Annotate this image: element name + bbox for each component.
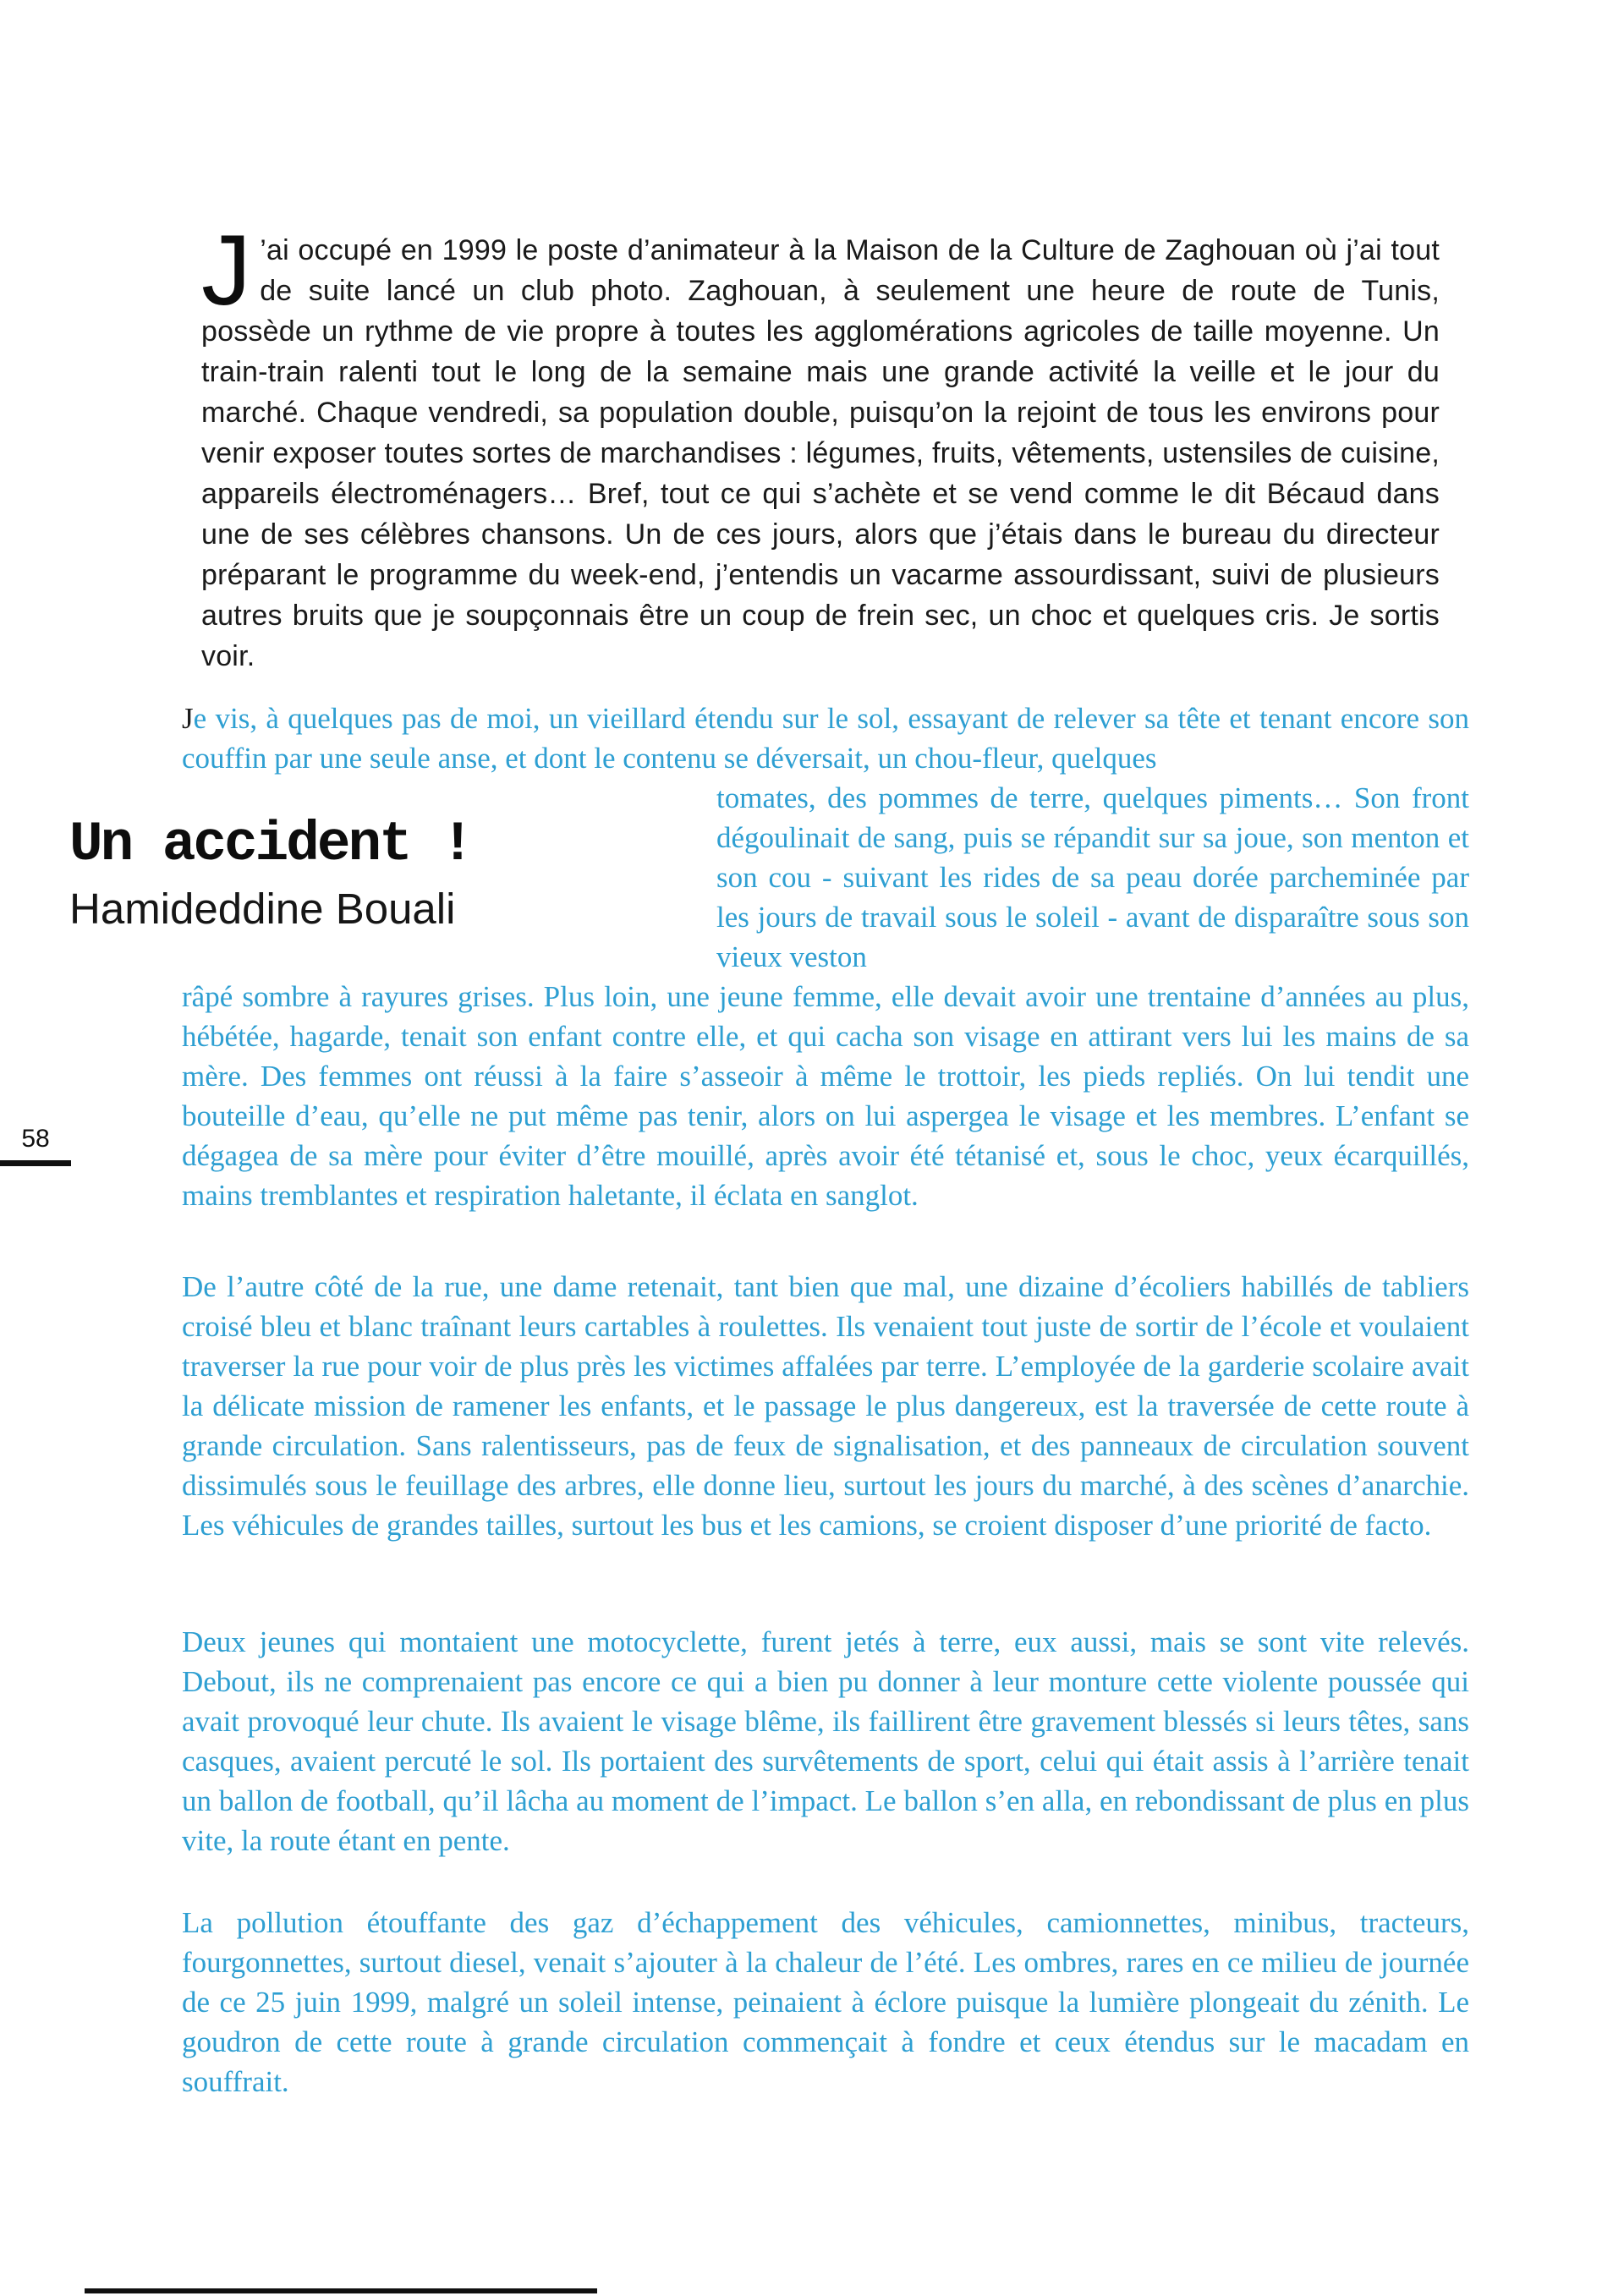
body-paragraph-1 [69,699,1469,1215]
intro-drop-cap: J [201,215,252,326]
article-author: Hamideddine Bouali [69,885,456,933]
page-number: 58 [0,1125,71,1166]
paragraph-1-top-text: e vis, à quelques pas de moi, un vieillard étendu sur le sol, essayant de relever sa tête et tenant encore son couffin par une seule anse, et dont le contenu se déversait, un chou-fleur, quelques [182,702,1469,775]
article-title: Un accident ! [69,813,472,876]
intro-paragraph [201,215,1440,677]
paragraph-1-top [182,699,1469,778]
paragraph-1-initial: J [182,702,194,735]
bottom-rule [85,2288,597,2293]
paragraph-1-wrapped-text: tomates, des pommes de terre, quelques piments… Son front dégoulinait de sang, puis se répandit sur sa joue, son menton et son cou - suivant les rides de sa peau dorée parcheminée par les jours de travail sous le soleil - avant de disparaître sous son vieux veston [716,781,1469,973]
body-paragraph-4: La pollution étouffante des gaz d’échappement des véhicules, camionnettes, minibus, tracteurs, fourgonnettes, surtout diesel, venait s’ajouter à la chaleur de l’été. Les ombres, rares en ce milieu de journée de ce 25 juin 1999, malgré un soleil intense, peinaient à éclore puisque la lumière plongeait du zénith. Le goudron de cette route à grande circulation commençait à fondre et ceux étendus sur le macadam en souffrait. [182,1906,1469,2098]
paragraph-1-bottom-text: râpé sombre à rayures grises. Plus loin, une jeune femme, elle devait avoir une trentaine d’années au plus, hébétée, hagarde, tenait son enfant contre elle, et qui cacha son visage en attirant vers lui les mains de sa mère. Des femmes ont réussi à la faire s’asseoir à même le trottoir, les pieds repliés. On lui tendit une bouteille d’eau, qu’elle ne put même pas tenir, alors on lui aspergea le visage et les membres. L’enfant se dégagea de sa mère pour éviter d’être mouillé, après avoir été tétanisé et, sous le choc, yeux écarquillés, mains tremblantes et respiration haletante, il éclata en sanglot. [182,980,1469,1212]
body-paragraph-3: Deux jeunes qui montaient une motocyclette, furent jetés à terre, eux aussi, mais se sont vite relevés. Debout, ils ne comprenaient pas encore ce qui a bien pu donner à leur monture cette violente poussée qui avait provoqué leur chute. Ils avaient le visage blême, ils faillirent être gravement blessés si leurs têtes, sans casques, avaient percuté le sol. Ils portaient des survêtements de sport, celui qui était assis à l’arrière tenait un ballon de football, qu’il lâcha au moment de l’impact. Le ballon s’en alla, en rebondissant de plus en plus vite, la route étant en pente. [182,1625,1469,1857]
title-block [69,815,577,932]
intro-text: ’ai occupé en 1999 le poste d’animateur à la Maison de la Culture de Zaghouan où j’ai tout de suite lancé un club photo. Zaghouan, à seulement une heure de route de Tunis, possède un rythme de vie propre à toutes les agglomérations agricoles de taille moyenne. Un train-train ralenti tout le long de la semaine mais une grande activité la veille et le jour du marché. Chaque vendredi, sa population double, puisqu’on la rejoint de tous les environs pour venir exposer toutes sortes de marchandises : légumes, fruits, vêtements, ustensiles de cuisine, appareils électroménagers… Bref, tout ce qui s’achète et se vend comme le dit Bécaud dans une de ses célèbres chansons. Un de ces jours, alors que j’étais dans le bureau du directeur préparant le programme du week-end, j’entendis un vacarme assourdissant, suivi de plusieurs autres bruits que je soupçonnais être un coup de frein sec, un choc et quelques cris. Je sortis voir. [201,234,1440,672]
body-paragraph-2: De l’autre côté de la rue, une dame retenait, tant bien que mal, une dizaine d’écoliers habillés de tabliers croisé bleu et blanc traînant leurs cartables à roulettes. Ils venaient tout juste de sortir de l’école et voulaient traverser la rue pour voir de plus près les victimes affalées par terre. L’employée de la garderie scolaire avait la délicate mission de ramener les enfants, et le passage le plus dangereux, est la traversée de cette route à grande circulation. Sans ralentisseurs, pas de feux de signalisation, et des panneaux de circulation souvent dissimulés sous le feuillage des arbres, elle donne lieu, surtout les jours du marché, à des scènes d’anarchie. Les véhicules de grandes tailles, surtout les bus et les camions, se croient disposer d’une priorité de facto. [182,1270,1469,1542]
